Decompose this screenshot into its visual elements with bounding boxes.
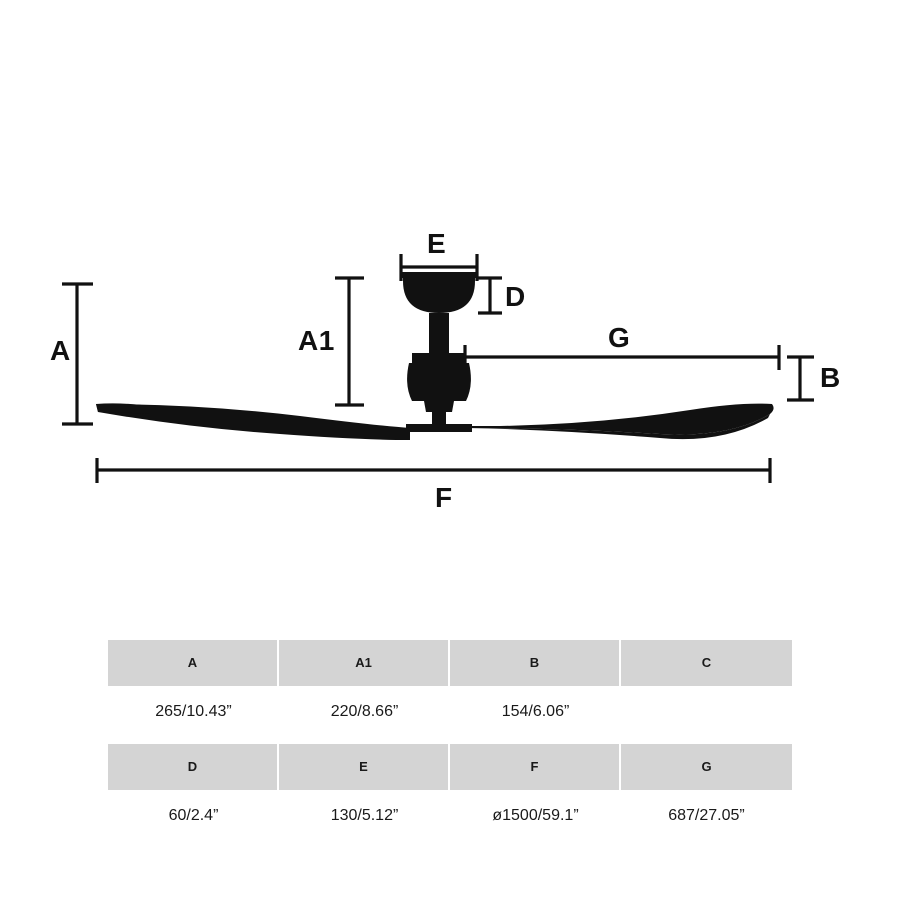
table-header-cell: D (108, 744, 279, 790)
spec-block-1 (108, 640, 792, 738)
table-value-cell: 154/6.06” (501, 703, 570, 720)
dimension-line-d (478, 278, 502, 313)
spec-block-2 (108, 744, 792, 842)
table-header-cell: E (279, 744, 450, 790)
dimension-label-e: E (427, 228, 447, 259)
table-value-cell: 130/5.12” (330, 807, 399, 824)
table-value-cell: 687/27.05” (668, 807, 745, 824)
table-header-cell: G (621, 744, 792, 790)
table-header-cell: A1 (279, 640, 450, 686)
dimension-label-f: F (435, 482, 453, 513)
dimension-line-a1 (335, 278, 364, 405)
table-header-cell: B (450, 640, 621, 686)
dimension-label-b: B (820, 362, 841, 393)
table-value-cell: ø1500/59.1” (492, 807, 579, 824)
table-row (108, 790, 792, 842)
table-row (108, 686, 792, 738)
dimension-label-a1: A1 (298, 325, 335, 356)
dimension-line-f (97, 458, 770, 483)
table-value-cell: 60/2.4” (168, 807, 219, 824)
dimension-label-a: A (50, 335, 71, 366)
dimension-line-b (787, 357, 814, 400)
table-value-cell: 220/8.66” (330, 703, 399, 720)
spec-table (108, 640, 792, 842)
table-header-row (108, 640, 792, 686)
table-header-cell: F (450, 744, 621, 790)
table-header-cell: A (108, 640, 279, 686)
table-value-cell: 265/10.43” (155, 703, 232, 720)
dimension-label-d: D (505, 281, 526, 312)
table-header-cell: C (621, 640, 792, 686)
table-header-row (108, 744, 792, 790)
table-value-cell (621, 686, 792, 738)
dimension-label-g: G (608, 322, 631, 353)
